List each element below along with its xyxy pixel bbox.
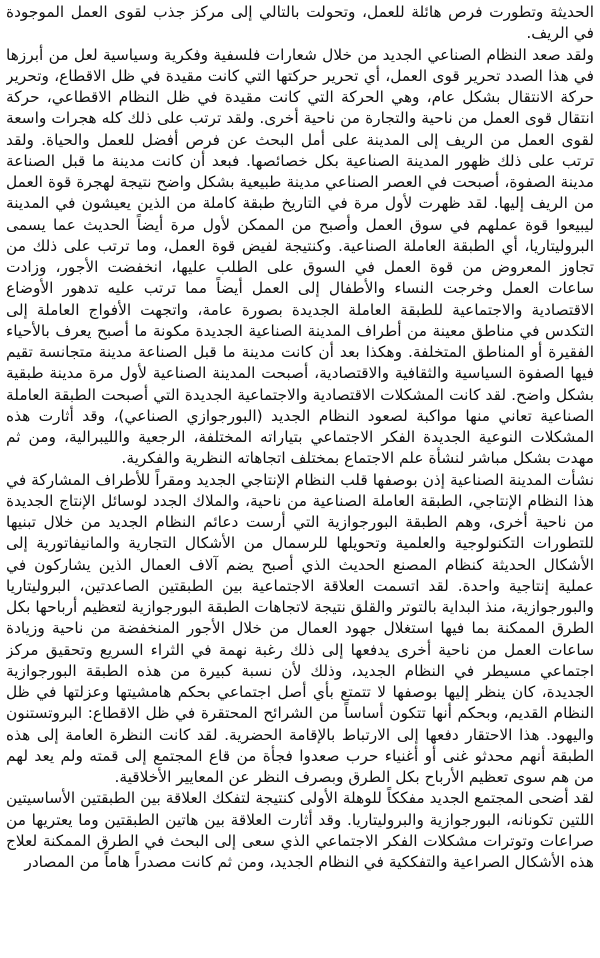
paragraph-continuation: الحديثة وتطورت فرص هائلة للعمل، وتحولت بالتالي إلى مركز جذب لقوى العمل الموجودة في الريف. [6, 3, 594, 43]
paragraph-new-society: لقد أضحى المجتمع الجديد مفككاً للوهلة الأولى كنتيجة لتفكك العلاقة بين الطبقتين الأساسيتين اللتين تكونانه، البورجوازية والبروليتاريا. وقد أثارت العلاقة بين هاتين الطبقتين وما يعتريها من صراعات وتوترات مشكلات الفكر الاجتماعي الذي سعى إلى البحث في الطرق الممكنة لعلاج هذه الأشكال الصراعية والتفككية في النظام الجديد، ومن ثم كانت مصدراً هاماً من المصادر [6, 789, 594, 871]
paragraph-industrial-city: نشأت المدينة الصناعية إذن بوصفها قلب النظام الإنتاجي الجديد ومقراً للأطراف المشاركة في هذا النظام الإنتاجي، الطبقة العاملة الصناعية من ناحية، والملاك الجدد لوسائل الإنتاج الجديدة من ناحية أخرى، وهم الطبقة البورجوازية التي أرست دعائم النظام الجديد من خلال تبنيها للتطورات التكنولوجية والعلمية وتحويلها للرسمال من الأشكال التجارية والمانيفاتورية إلى الأشكال الحديثة كنظام المصنع الحديث الذي أصبح يضم آلاف العمال الذين يشاركون في عملية إنتاجية واحدة. لقد اتسمت العلاقة الاجتماعية بين الطبقتين الصاعدتين، البروليتاريا والبورجوازية، منذ البداية بالتوتر والقلق نتيجة لاتجاهات الطبقة البورجوازية لتعظيم أرباحها بكل الطرق الممكنة بما فيها استغلال جهود العمال من خلال الأجور المنخفضة من ناحية وزيادة ساعات العمل من ناحية أخرى يدفعها إلى ذلك رغبة نهمة في الثراء السريع وتحقيق مركز اجتماعي مسيطر في النظام الجديد، وذلك لأن نسبة كبيرة من هذه الطبقة البورجوازية الجديدة، كان ينظر إليها بوصفها لا تتمتع بأي أصل اجتماعي بحكم هامشيتها وعزلتها في ظل النظام القديم، وبحكم أنها تتكون أساساً من الشرائح المحتقرة في ظل الاقطاع: البروتستنون واليهود. هذا الاحتقار دفعها إلى الارتباط بالإقامة الحضرية. لقد كانت النظرة العامة إلى هذه الطبقة أنهم محدثو غنى أو أغنياء حرب صعدوا فجأة من قاع المجتمع إلى قمته ولم يعد لهم من هم سوى تعظيم الأرباح بكل الطرق وبصرف النظر عن المعايير الأخلاقية. [6, 470, 594, 786]
document-page [6, 2, 594, 956]
paragraph-industrial-system: ولقد صعد النظام الصناعي الجديد من خلال شعارات فلسفية وفكرية وسياسية لعل من أبرزها في هذا الصدد تحرير قوى العمل، أي تحرير حركتها التي كانت مقيدة في ظل الاقطاع، وتحرير حركة الانتقال بشكل عام، وهي الحركة التي كانت مقيدة في ظل النظام الاقطاعي، حركة انتقال قوى العمل من ناحية والتجارة من ناحية أخرى. ولقد ترتب على ذلك كله هجرات واسعة لقوى العمل من الريف إلى المدينة على أمل البحث عن فرص أفضل للعمل والحياة. ولقد ترتب على ذلك ظهور المدينة الصناعية بكل خصائصها. فبعد أن كانت مدينة ما قبل الصناعة مدينة الصفوة، أصبحت في العصر الصناعي مدينة طبيعية بشكل واضح نتيجة لهجرة قوة العمل من الريف إليها. لقد ظهرت لأول مرة في التاريخ طبقة كاملة من الذين يعيشون في المدينة ليبيعوا قوة عملهم في سوق العمل وأصبح من الممكن لأول مرة أيضاً الحديث عما يسمى البروليتاريا، أي الطبقة العاملة الصناعية. وكنتيجة لفيض قوة العمل، وما ترتب على ذلك من تجاوز المعروض من قوة العمل في السوق على الطلب عليها، انخفضت الأجور، وزادت ساعات العمل وخرجت النساء والأطفال إلى العمل أيضاً مما ترتب عليه تدهور الأوضاع الاقتصادية والاجتماعية للطبقة العاملة الجديدة بصورة عامة، واتجهت الأفواج العاملة إلى التكدس في مناطق معينة من أطراف المدينة الصناعية الجديدة مكونة ما أصبح يعرف بالأحياء الفقيرة أو المناطق المتخلفة. وهكذا بعد أن كانت مدينة ما قبل الصناعة مدينة متجانسة تقيم فيها الصفوة السياسية والثقافية والاقتصادية، أصبحت المدينة الصناعية لأول مرة مدينة طبقية بشكل واضح. لقد كانت المشكلات الاقتصادية والاجتماعية الجديدة التي أصبحت الطبقة العاملة الصناعية تعاني منها مواكبة لصعود النظام الجديد (البورجوازي الصناعي)، وقد أثارت هذه المشكلات النوعية الجديدة الفكر الاجتماعي بتياراته المختلفة، الرجعية والليبرالية، ومن ثم مهدت بشكل مباشر لنشأة علم الاجتماع بمختلف اتجاهاته النظرية والفكرية. [6, 45, 594, 468]
